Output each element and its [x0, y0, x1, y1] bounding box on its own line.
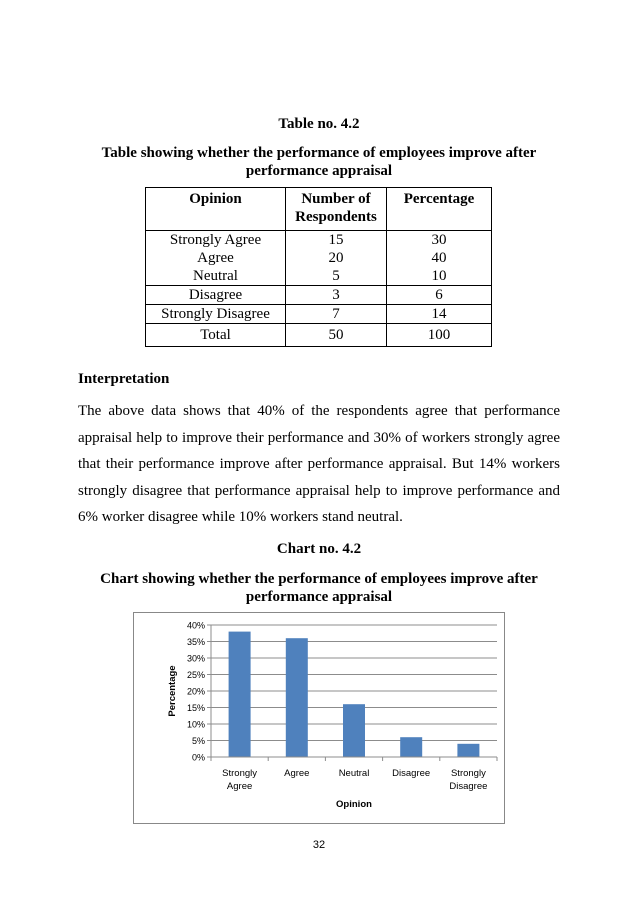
- table-cell: 100: [387, 324, 492, 347]
- table-caption: Table showing whether the performance of employees improve after performance appraisal: [101, 145, 537, 179]
- table-cell: Neutral: [146, 267, 286, 286]
- table-total-row: [146, 324, 492, 347]
- table-cell: 7: [286, 305, 387, 324]
- interpretation-text: The above data shows that 40% of the respondents agree that performance appraisal help to improve their performance and 30% of workers strongly agree that their performance improve after performance appraisal. But 14% workers strongly disagree that performance appraisal help to improve performance and 6% worker disagree while 10% workers stand neutral.: [78, 403, 560, 525]
- table-header-cell: Opinion: [146, 188, 286, 231]
- x-tick-label: Strongly: [450, 768, 486, 779]
- bar: [457, 744, 479, 757]
- table-header-cell: Number of Respondents: [286, 188, 387, 231]
- table-cell: Strongly Agree: [146, 231, 286, 250]
- table-cell: Strongly Disagree: [146, 305, 286, 324]
- table-row: [146, 305, 492, 324]
- x-tick-label: Agree: [226, 781, 253, 792]
- bar: [343, 704, 365, 757]
- table-cell: 3: [286, 286, 387, 305]
- chart-caption: Chart showing whether the performance of employees improve after performance appraisal: [100, 571, 538, 605]
- table-cell: Disagree: [146, 286, 286, 305]
- table-cell: 40: [387, 249, 492, 267]
- data-table: [145, 187, 492, 347]
- chart-title: Chart no. 4.2: [276, 541, 362, 557]
- bar: [229, 632, 251, 757]
- table-row: [146, 286, 492, 305]
- y-axis-title: Percentage: [167, 665, 178, 717]
- y-tick-label: 25%: [186, 670, 205, 680]
- x-tick-label: Disagree: [449, 781, 488, 792]
- bar: [286, 638, 308, 757]
- y-tick-label: 10%: [186, 719, 205, 730]
- bar-chart: [133, 612, 505, 824]
- table-cell: 6: [387, 286, 492, 305]
- table-cell: 30: [387, 231, 492, 250]
- y-tick-label: 5%: [191, 736, 205, 746]
- y-tick-label: 40%: [186, 620, 205, 631]
- table-header-cell: Percentage: [387, 188, 492, 231]
- y-tick-label: 0%: [191, 752, 205, 763]
- y-tick-label: 35%: [186, 637, 205, 647]
- table-row: [146, 267, 492, 286]
- table-header-row: [146, 188, 492, 231]
- table-row: [146, 231, 492, 250]
- table-cell: 10: [387, 267, 492, 286]
- interpretation-heading: Interpretation: [78, 371, 170, 387]
- table-cell: 50: [286, 324, 387, 347]
- table-cell: 14: [387, 305, 492, 324]
- table-cell: Total: [146, 324, 286, 347]
- x-tick-label: Agree: [284, 768, 310, 779]
- x-axis-title: Opinion: [336, 799, 372, 810]
- x-tick-label: Strongly: [222, 768, 258, 779]
- x-tick-label: Disagree: [392, 768, 431, 779]
- x-tick-label: Neutral: [338, 768, 370, 779]
- y-tick-label: 15%: [186, 703, 205, 713]
- table-title: Table no. 4.2: [278, 116, 360, 132]
- y-tick-label: 30%: [186, 653, 205, 664]
- table-cell: Agree: [146, 249, 286, 267]
- table-cell: 20: [286, 249, 387, 267]
- table-cell: 15: [286, 231, 387, 250]
- y-tick-label: 20%: [186, 686, 205, 697]
- table-row: [146, 249, 492, 267]
- page-number: 32: [312, 839, 326, 851]
- table-cell: 5: [286, 267, 387, 286]
- bar: [400, 737, 422, 757]
